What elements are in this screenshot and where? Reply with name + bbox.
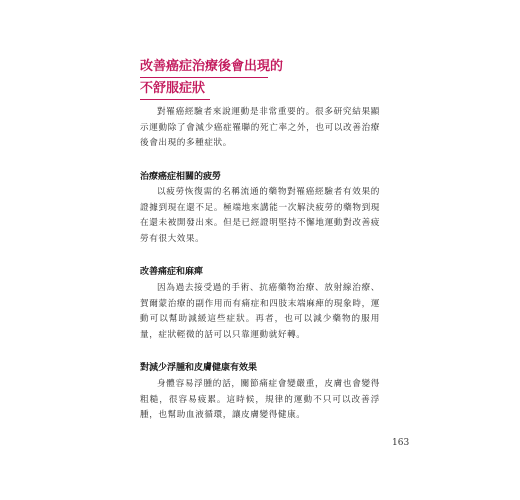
title-underline-2 — [140, 99, 210, 100]
section-heading-fatigue: 治療癌症相關的疲勞 — [140, 172, 222, 182]
section-heading-pain: 改善痛症和麻痺 — [140, 267, 204, 277]
intro-paragraph: 對罹癌經驗者來說運動是非常重要的。很多研究結果顯示運動除了會減少癌症罹聯的死亡率之外，也可以改善治療後會出現的多種症狀。 — [140, 107, 380, 148]
page-number: 163 — [392, 438, 410, 448]
section-heading-swelling: 對減少浮腫和皮膚健康有效果 — [140, 363, 258, 373]
chapter-title-line-2: 不舒服症狀 — [140, 81, 206, 96]
section-body-pain: 因為過去接受過的手術、抗癌藥物治療、放射線治療、賀爾蒙治療的副作用而有痛症和四肢末端麻痺的現象時，運動可以幫助減緩這些症狀。再者，也可以減少藥物的服用量，症狀輕微的話可以只靠運動就好轉。 — [140, 283, 380, 340]
chapter-title-line-1: 改善癌症治療後會出現的 — [140, 59, 284, 74]
section-body-swelling: 身體容易浮腫的話，關節痛症會變嚴重，皮膚也會變得粗糙，很容易疲累。這時候，規律的運動不只可以改善浮腫，也幫助血液循環，讓皮膚變得健康。 — [140, 379, 380, 420]
title-underline-1 — [140, 77, 268, 78]
section-body-fatigue: 以疲勞恢復需的名稱流通的藥物對罹癌經驗者有效果的證據到現在還不足。極端地來講能一次解決疲勞的藥物到現在還未被開發出來。但是已經證明堅持不懈地運動對改善疲勞有很大效果。 — [140, 187, 380, 244]
